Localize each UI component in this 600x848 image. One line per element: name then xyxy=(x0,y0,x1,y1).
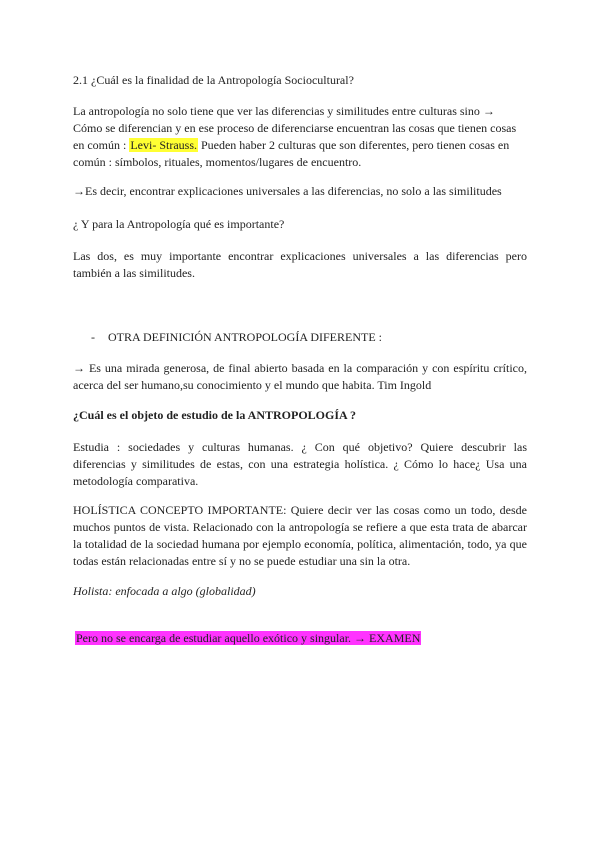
paragraph-line: →Es decir, encontrar explicaciones universales a las diferencias, no solo a las similitudes xyxy=(73,184,502,198)
paragraph-line: La antropología no solo tiene que ver las diferencias y similitudes entre culturas sino → xyxy=(73,104,495,118)
paragraph-line: metodología comparativa. xyxy=(73,474,199,488)
paragraph-line-justified: Estudia : sociedades y culturas humanas. ¿ Con qué objetivo? Quiere descubrir las xyxy=(73,440,527,454)
paragraph-line-justified: Las dos, es muy importante encontrar explicaciones universales a las diferencias pero xyxy=(73,249,527,263)
paragraph-line: acerca del ser humano,su conocimiento y el mundo que habita. Tim Ingold xyxy=(73,378,432,392)
paragraph-line: común : símbolos, rituales, momentos/lugares de encuentro. xyxy=(73,155,362,169)
italic-note: Holista: enfocada a algo (globalidad) xyxy=(73,584,256,598)
paragraph-line: también a las similitudes. xyxy=(73,266,195,280)
paragraph-line: Cómo se diferencian y en ese proceso de diferenciarse encuentran las cosas que tienen cosas xyxy=(73,121,517,135)
paragraph-line-justified: muchos puntos de vista. Relacionado con la antropología se refiere a que esta trata de abarcar xyxy=(73,520,527,534)
bullet-dash: - xyxy=(91,330,95,344)
paragraph-line-justified: diferencias y similitudes de estas, con una estrategia holística. ¿ Cómo lo hace¿ Usa una xyxy=(73,457,527,471)
paragraph-line-justified: la totalidad de la sociedad humana por ejemplo economía, política, alimentación, todo, ya que xyxy=(73,537,527,551)
question-line: ¿ Y para la Antropología qué es importante? xyxy=(73,217,285,231)
bold-heading-objeto: ¿Cuál es el objeto de estudio de la ANTROPOLOGÍA ? xyxy=(73,408,357,422)
text-fragment: en común : xyxy=(73,138,127,152)
section-heading-2-1: 2.1 ¿Cuál es la finalidad de la Antropología Sociocultural? xyxy=(73,73,354,87)
highlighted-text-examen: Pero no se encarga de estudiar aquello exótico y singular. → EXAMEN xyxy=(76,631,421,645)
paragraph-line-justified: → Es una mirada generosa, de final abierto basada en la comparación y con espíritu crítico, xyxy=(73,361,527,375)
paragraph-line-with-highlight xyxy=(73,137,509,153)
magenta-highlight-line xyxy=(75,630,421,646)
highlighted-text-levi-strauss: Levi- Strauss. xyxy=(130,138,197,152)
paragraph-line-justified: HOLÍSTICA CONCEPTO IMPORTANTE: Quiere decir ver las cosas como un todo, desde xyxy=(73,503,527,517)
bullet-item-text: OTRA DEFINICIÓN ANTROPOLOGÍA DIFERENTE : xyxy=(108,330,382,344)
text-fragment: Pueden haber 2 culturas que son diferentes, pero tienen cosas en xyxy=(200,138,510,152)
paragraph-line: todas están relacionadas entre sí y no se puede estudiar una sin la otra. xyxy=(73,554,411,568)
